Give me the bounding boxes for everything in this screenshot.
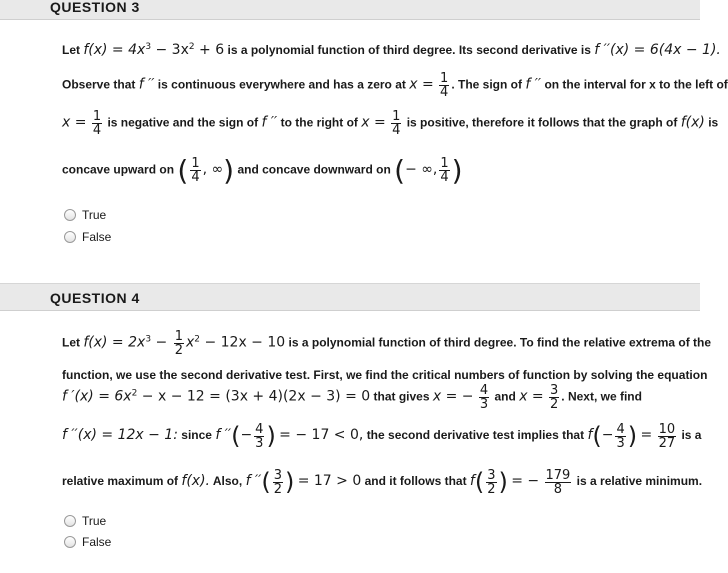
question-4-title: QUESTION 4 [50,290,140,306]
q3-option-true[interactable] [64,208,106,222]
q3-line-2: Observe that f ′′ is continuous everywhere and has a zero at x = $\frac{1}{4}$ . The sign of f ′′ on the interval for x to the left of [62,71,728,100]
radio-button[interactable] [64,231,76,243]
radio-button[interactable] [64,209,76,221]
question-3-header [0,0,700,20]
q3-line-4: concave upward on ( $\frac{1}{4}$ , ∞) and concave downward on (− ∞, $\frac{1}{4}$ ) [62,154,463,187]
q4-line-3: f $'(x) = 6x^2 - x - 12 = (3x + 4)(2x - 3) = 0$ that gives x = − $\frac{4}{3}$ and x = $\frac{3}{2}$ . Next, we find [62,383,642,412]
option-label: False [82,535,112,549]
fraction: $\frac{1}{4}$ [440,71,449,100]
fraction: $\frac{1}{4}$ [392,109,401,138]
q4-option-false[interactable] [64,535,111,549]
option-label: True [82,514,107,528]
q4-line-5: relative maximum of f(x). Also, f ′′( $\frac{3}{2}$ ) = 17 > 0 and it follows that f( $\frac{3}{2}$ ) = − $\frac{179}{8}$ is a relative minimum. [62,467,703,497]
option-label: False [82,230,112,244]
question-4-header [0,283,700,311]
option-label: True [82,208,107,222]
q4-option-true[interactable] [64,514,106,528]
q4-line-1: Let $f(x) = 2x^3$ − $\frac{1}{2}$ $x^2 - 12x - 10$ is a polynomial function of third degree. To find the relative extrema of the [62,329,712,358]
q3-option-false[interactable] [64,230,111,244]
q3-line-1: Let $f(x) = 4x^3 - 3x^2 + 6$ is a polynomial function of third degree. Its second derivative is f ′′(x) = 6(4x − 1). [62,42,721,58]
fraction: $\frac{1}{4}$ [92,109,102,138]
radio-button[interactable] [64,515,76,527]
question-3-title: QUESTION 3 [50,0,140,15]
q4-line-2: function, we use the second derivative test. First, we find the critical numbers of function by solving the equation [62,368,708,382]
q3-line-3: x = $\frac{1}{4}$ is negative and the sign of f ′′ to the right of x = $\frac{1}{4}$ is positive, therefore it follows that the graph of f(x) is [62,109,719,138]
q4-line-4: f ′′(x) = 12x − 1: since f ′′(− $\frac{4}{3}$ ) = − 17 < 0, the second derivative test implies that f(− $\frac{4}{3}$ ) = $\frac{10}{27}$ is a [62,421,702,451]
radio-button[interactable] [64,536,76,548]
